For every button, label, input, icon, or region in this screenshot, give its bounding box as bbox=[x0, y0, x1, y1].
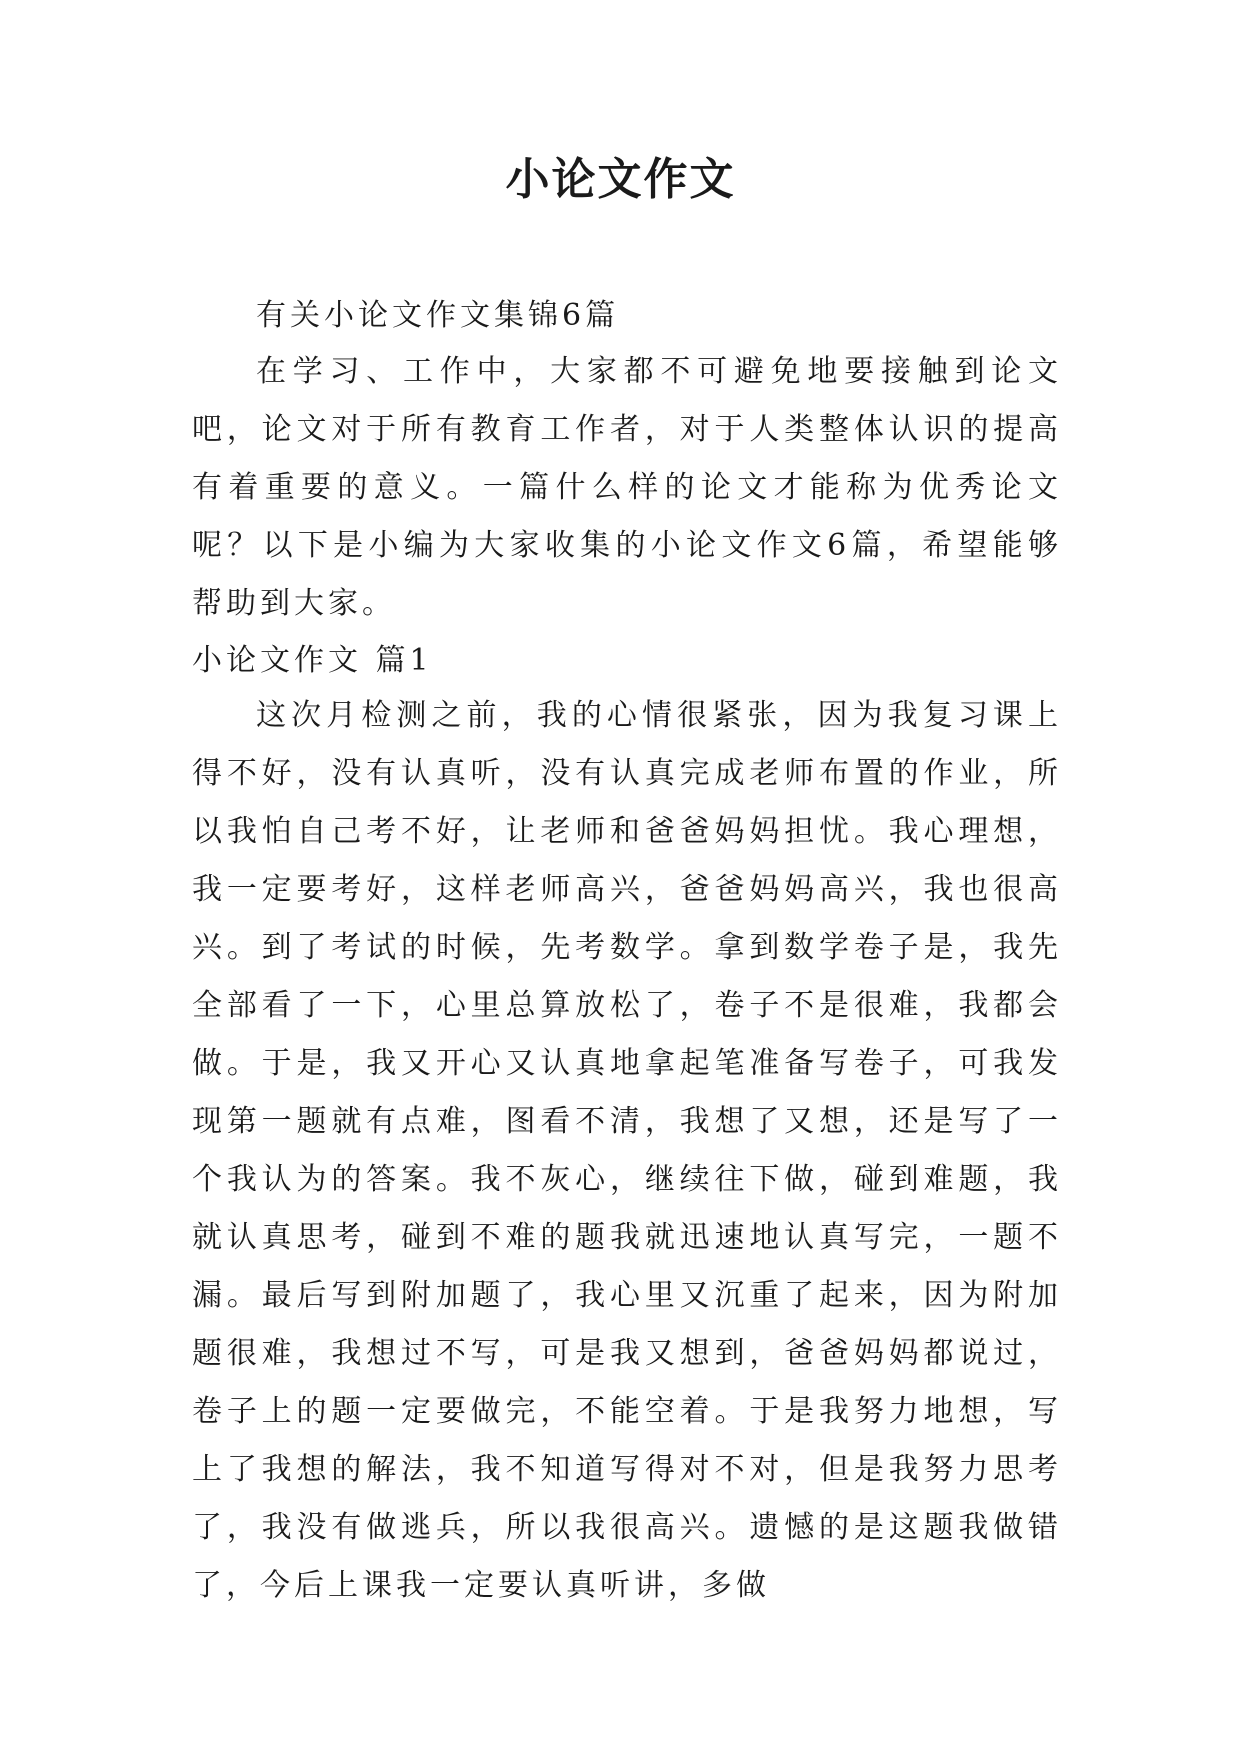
intro-paragraph: 在学习、工作中，大家都不可避免地要接触到论文吧，论文对于所有教育工作者，对于人类整体认识的提高有着重要的意义。一篇什么样的论文才能称为优秀论文呢？以下是小编为大家收集的小论文作文6篇，希望能够帮助到大家。 bbox=[192, 354, 1062, 621]
section-heading: 小论文作文 篇1 bbox=[192, 643, 433, 678]
section-paragraph: 这次月检测之前，我的心情很紧张，因为我复习课上得不好，没有认真听，没有认真完成老师布置的作业，所以我怕自己考不好，让老师和爸爸妈妈担忧。我心理想，我一定要考好，这样老师高兴，爸爸妈妈高兴，我也很高兴。到了考试的时候，先考数学。拿到数学卷子是，我先全部看了一下，心里总算放松了，卷子不是很难，我都会做。于是，我又开心又认真地拿起笔准备写卷子，可我发现第一题就有点难，图看不清，我想了又想，还是写了一个我认为的答案。我不灰心，继续往下做，碰到难题，我就认真思考，碰到不难的题我就迅速地认真写完，一题不漏。最后写到附加题了，我心里又沉重了起来，因为附加题很难，我想过不写，可是我又想到，爸爸妈妈都说过，卷子上的题一定要做完，不能空着。于是我努力地想，写上了我想的解法，我不知道写得对不对，但是我努力思考了，我没有做逃兵，所以我很高兴。遗憾的是这题我做错了，今后上课我一定要认真听讲，多做 bbox=[192, 698, 1062, 1603]
section-body-block bbox=[192, 687, 1062, 1615]
page-title: 小论文作文 bbox=[505, 154, 736, 205]
document-subtitle: 有关小论文作文集锦6篇 bbox=[256, 298, 620, 333]
intro-block bbox=[192, 343, 1062, 633]
